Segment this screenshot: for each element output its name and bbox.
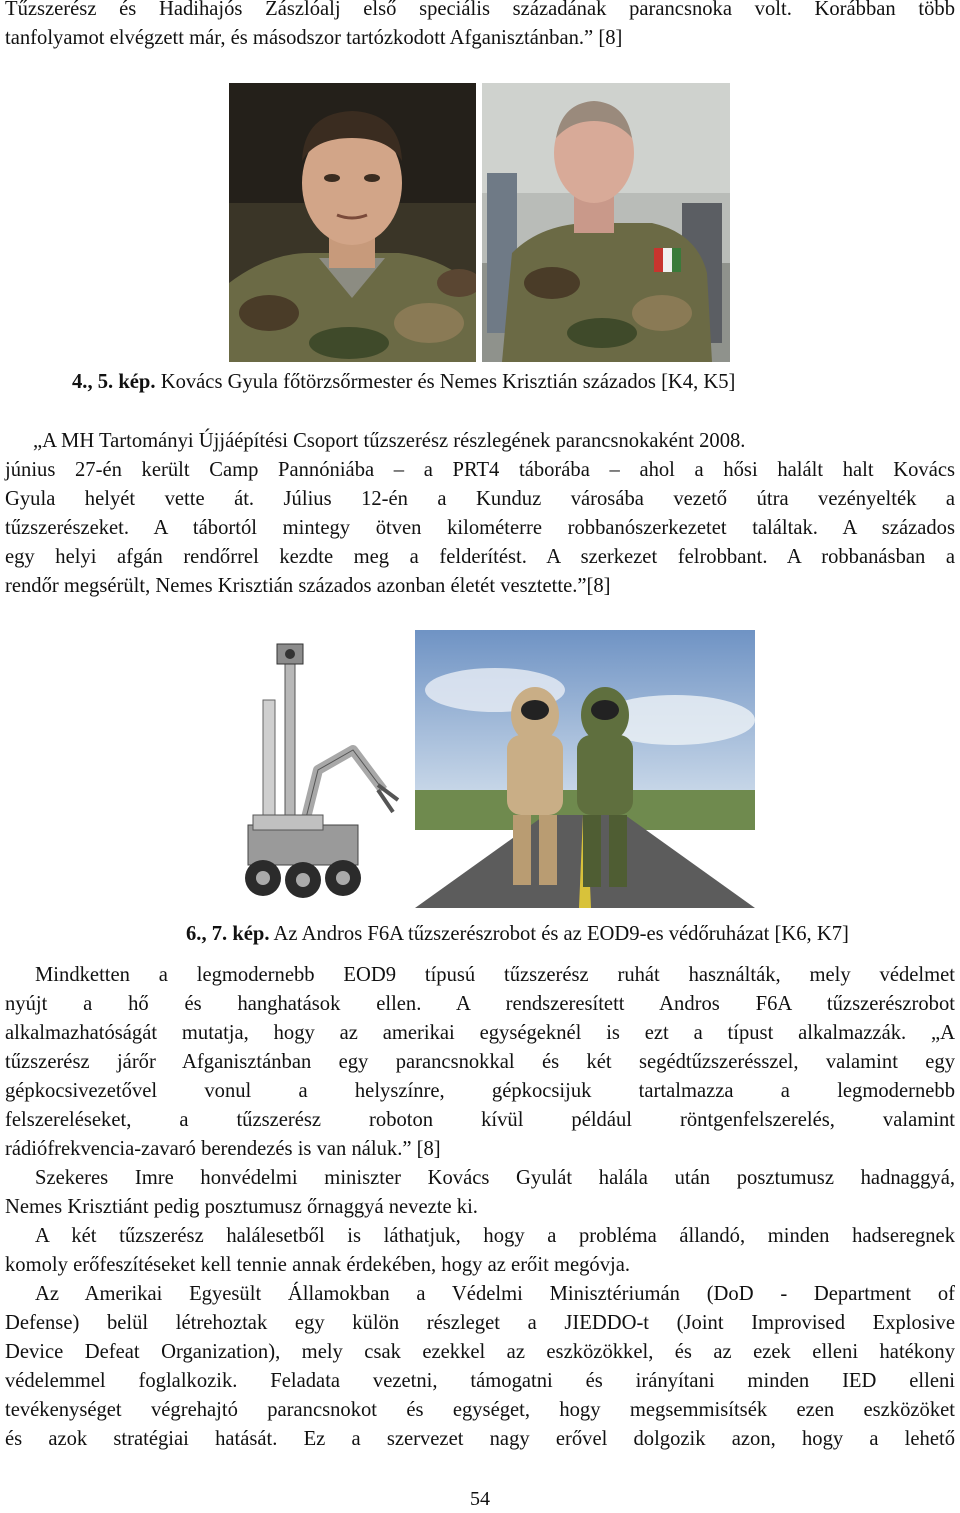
caption-photos-6-7 [186,920,849,949]
text-line-top-2: tanfolyamot elvégzett már, és másodszor tartózkodott Afganisztánban.” [8] [5,27,623,49]
quote-line-6: rendőr megsérült, Nemes Krisztián százados azonban életét vesztette.”[8] [5,575,611,597]
quote-line-3: Gyula helyét vette át. Július 12-én a Kunduz városába vezető útra vezényelték a [5,488,955,510]
body-line-15: védelemmel foglalkozik. Feladata vezetni, támogatni és irányítani minden IED elleni [5,1370,955,1392]
body-line-4: tűzszerész járőr Afganisztánban egy parancsnokkal és két segédtűzszerésszel, valamint egy [5,1051,955,1073]
body-line-12: Az Amerikai Egyesült Államokban a Védelmi Minisztériumán (DoD - Department of [35,1283,955,1305]
body-line-2: nyújt a hő és hanghatások ellen. A rendszeresített Andros F6A tűzszerészrobot [5,993,955,1015]
body-line-5: gépkocsivezetővel vonul a helyszínre, gépkocsijuk tartalmazza a legmodernebb [5,1080,955,1102]
body-line-6: felszereléseket, a tűzszerész roboton kívül például röntgenfelszerelés, valamint [5,1109,955,1131]
body-line-14: Device Defeat Organization), mely csak ezekkel az eszközökkel, és az ezek elleni hatékony [5,1341,955,1363]
caption-label: 4., 5. kép. [72,371,156,393]
page-number: 54 [470,1488,490,1510]
quote-line-4: tűzszerészeket. A tábortól mintegy ötven kilométerre robbanószerkezetet találtak. A százados [5,517,955,539]
photo-nemes-krisztian [482,83,730,362]
body-line-1: Mindketten a legmodernebb EOD9 típusú tűzszerész ruhát használták, mely védelmet [35,964,955,986]
body-line-10: A két tűzszerész halálesetből is láthatjuk, hogy a probléma állandó, minden hadseregnek [35,1225,955,1247]
photo-kovacs-gyula [229,83,476,362]
photo-eod9-suits [415,630,755,908]
body-line-8: Szekeres Imre honvédelmi miniszter Kovács Gyulát halála után posztumusz hadnaggyá, [35,1167,955,1189]
caption-label: 6., 7. kép. [186,923,270,945]
quote-line-2: június 27-én került Camp Pannóniába – a PRT4 táborába – ahol a hősi halált halt Kovács [5,459,955,481]
caption-text: Kovács Gyula főtörzsőrmester és Nemes Krisztián százados [K4, K5] [155,371,736,393]
body-line-3: alkalmazhatóságát mutatja, hogy az amerikai egységeknél is ezt a típust alkalmazzák. „A [5,1022,955,1044]
body-line-17: és azok stratégiai hatását. Ez a szervezet nagy erővel dolgozik azon, hogy a lehető [5,1428,955,1450]
body-line-9: Nemes Krisztiánt pedig posztumusz őrnaggyá nevezte ki. [5,1196,478,1218]
body-line-13: Defense) belül létrehoztak egy külön részleget a JIEDDO-t (Joint Improvised Explosive [5,1312,955,1334]
text-line-top-1: Tűzszerész és Hadihajós Zászlóalj első speciális századának parancsnoka volt. Korábban több [5,0,955,20]
photo-andros-robot [243,640,403,902]
quote-line-1: „A MH Tartományi Újjáépítési Csoport tűzszerész részlegének parancsnokaként 2008. [33,430,746,452]
quote-line-5: egy helyi afgán rendőrrel kezdte meg a felderítést. A szerkezet felrobbant. A robbanásban a [5,546,955,568]
body-line-16: tevékenységet végrehajtó parancsnokot és egységet, hogy megsemmisítsék ezen eszközöket [5,1399,955,1421]
body-line-7: rádiófrekvencia-zavaró berendezés is van náluk.” [8] [5,1138,441,1160]
caption-photos-4-5 [72,368,735,397]
caption-text: Az Andros F6A tűzszerészrobot és az EOD9-es védőruházat [K6, K7] [269,923,849,945]
body-line-11: komoly erőfeszítéseket kell tennie annak érdekében, hogy az erőit megóvja. [5,1254,631,1276]
